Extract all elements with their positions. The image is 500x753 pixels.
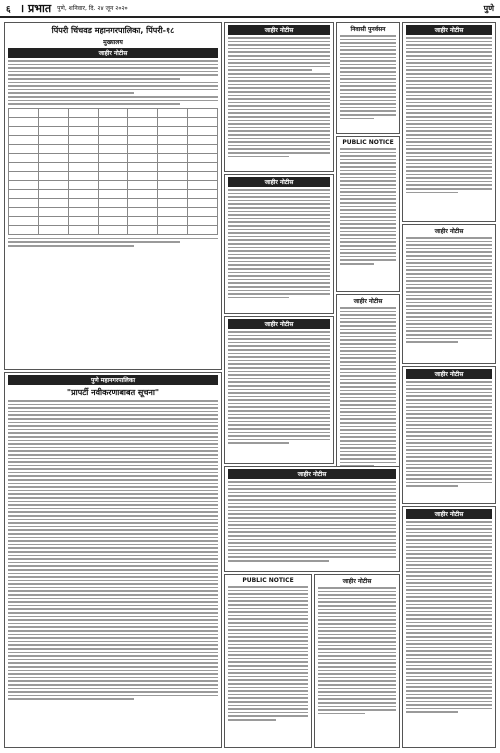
notice-heading: जाहीर नोटीस (228, 25, 330, 35)
notice-heading: जाहीर नोटीस (8, 48, 218, 58)
notice-title: पुणे महानगरपालिका (8, 375, 218, 385)
notice-right-2 (402, 224, 496, 364)
notice-table (8, 108, 218, 235)
notice-bottom-mid-1 (224, 466, 400, 572)
notice-mid-3 (224, 316, 334, 464)
notice-title: पिंपरी चिंचवड महानगरपालिका, पिंपरी-१८ (51, 26, 175, 35)
notice-narrow-1 (336, 22, 400, 134)
notice-bottom-right (402, 506, 496, 748)
notice-right-3 (402, 366, 496, 504)
notice-public-2 (224, 574, 312, 748)
notice-mid-1 (224, 22, 334, 172)
notice-public-1 (336, 136, 400, 292)
notice-heading: जाहीर नोटीस (434, 228, 464, 235)
notice-heading: जाहीर नोटीस (228, 469, 396, 479)
notice-heading: PUBLIC NOTICE (342, 139, 394, 146)
city-name: पुणे (483, 3, 494, 13)
notice-bottom-mid-2 (314, 574, 400, 748)
date-line: पुणे, शनिवार, दि. २४ जून २०२० (57, 5, 128, 12)
notice-heading: जाहीर नोटीस (406, 25, 492, 35)
notice-heading: PUBLIC NOTICE (242, 577, 294, 584)
notice-subtitle: मुख्यालय (103, 39, 123, 46)
page-number: ६ (6, 4, 11, 15)
notice-heading: जाहीर नोटीस (342, 578, 372, 585)
notice-heading: जाहीर नोटीस (353, 298, 383, 305)
classifieds-page (0, 20, 500, 753)
notice-pmc (4, 372, 222, 748)
masthead (0, 0, 500, 18)
notice-mid-2 (224, 174, 334, 314)
notice-heading: जाहीर नोटीस (406, 369, 492, 379)
notice-right-1 (402, 22, 496, 222)
paper-logo: । प्रभात (20, 1, 52, 15)
notice-body-text (8, 60, 218, 105)
notice-heading: जाहीर नोटीस (228, 177, 330, 187)
notice-heading: जाहीर नोटीस (406, 509, 492, 519)
notice-heading: जाहीर नोटीस (228, 319, 330, 329)
notice-subtitle: "प्रापर्टी नवीकरणाबाबत सूचना" (66, 388, 160, 397)
notice-pcmc (4, 22, 222, 370)
notice-heading: निवासी पुनर्वसन (350, 26, 386, 33)
